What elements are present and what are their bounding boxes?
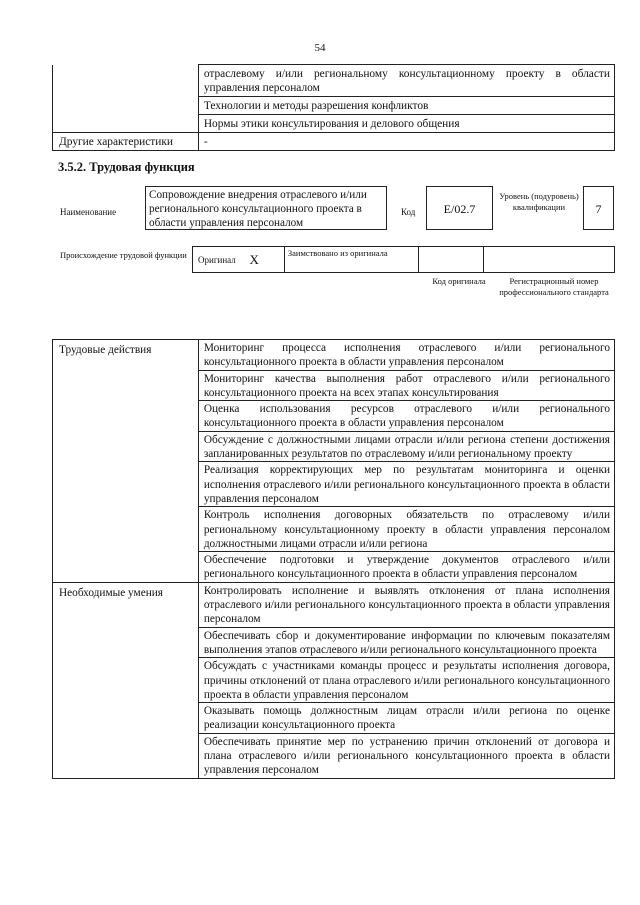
original-mark: X [249, 247, 284, 273]
table-cell-item: Обеспечивать сбор и документирование информации по ключевым показателям выполнения этапов отраслевого и/или регионального консультационного проекта [198, 627, 614, 658]
section-heading: 3.5.2. Трудовая функция [58, 160, 195, 174]
original-label: Оригинал [193, 247, 250, 273]
table-row [193, 247, 615, 273]
table-cell-item: Обеспечивать принятие мер по устранению причин отклонений от договора и плана отраслевого и/или регионального консультационного проекта в области управления персоналом [198, 733, 614, 778]
table-row [53, 65, 615, 97]
table-cell-text: Технологии и методы разрешения конфликтов [198, 97, 614, 115]
table-cell-text: Нормы этики консультирования и делового общения [198, 115, 614, 133]
table-cell-item: Оценка использования ресурсов отраслевого и/или регионального консультационного проекта в области управления персоналом [198, 401, 614, 432]
top-table [52, 64, 615, 151]
main-table [52, 339, 615, 779]
origin-code-cell [418, 247, 484, 273]
table-cell-item: Оказывать помощь должностным лицам отрасли и/или региона по оценке реализации консультационного проекта [198, 703, 614, 734]
code-label: Код [401, 207, 416, 217]
code-value-box: E/02.7 [426, 186, 493, 230]
origin-reg-cell [484, 247, 615, 273]
level-value-box: 7 [583, 186, 614, 230]
table-cell-text: отраслевому и/или региональному консультационному проекту в области управления персоналом [198, 65, 614, 97]
table-cell-text: - [198, 133, 614, 151]
table-cell-item: Мониторинг качества выполнения работ отраслевого и/или регионального консультационного проекта на всех этапах консультирования [198, 370, 614, 401]
table-cell-item: Контролировать исполнение и выявлять отклонения от плана исполнения отраслевого и/или регионального консультационного проекта в области управления персоналом [198, 582, 614, 627]
table-cell-item: Обеспечение подготовки и утверждение документов отраслевого и/или регионального консультационного проекта в области управления персоналом [198, 552, 614, 583]
table-cell-item: Обсуждать с участниками команды процесс и результаты исполнения договора, причины отклонений от плана отраслевого и/или регионального консультационного проекта в области управления персоналом [198, 658, 614, 703]
table-cell-item: Обсуждение с должностными лицами отрасли и/или региона степени достижения запланированных результатов по отраслевому и/или региональному проекту [198, 431, 614, 462]
table-row [53, 340, 615, 371]
origin-label: Происхождение трудовой функции [60, 250, 187, 260]
origin-table [192, 246, 615, 273]
table-cell-item: Реализация корректирующих мер по результатам мониторинга и оценки исполнения отраслевого и/или регионального консультационного проекта в области управления персоналом [198, 462, 614, 507]
table-cell-label [53, 65, 199, 133]
table-cell-item: Мониторинг процесса исполнения отраслевого и/или регионального консультационного проекта в области управления персоналом [198, 340, 614, 371]
table-row [53, 133, 615, 151]
borrowed-label: Заимствовано из оригинала [284, 247, 418, 273]
table-cell-label: Другие характеристики [53, 133, 199, 151]
page-number: 54 [314, 42, 326, 54]
name-label: Наименование [60, 207, 117, 217]
code-original-caption: Код оригинала [432, 276, 486, 286]
level-label: Уровень (подуровень) квалификации [499, 191, 579, 212]
section-label-required-skills: Необходимые умения [53, 582, 199, 778]
table-cell-item: Контроль исполнения договорных обязательств по отраслевому и/или региональному консультационному проекту в области управления персоналом должностными лицами отрасли и/или региона [198, 507, 614, 552]
section-label-labor-actions: Трудовые действия [53, 340, 199, 583]
reg-number-caption: Регистрационный номер профессионального стандарта [499, 276, 609, 297]
table-row [53, 582, 615, 627]
function-name-box: Сопровождение внедрения отраслевого и/или регионального консультационного проекта в области управления персоналом [145, 186, 387, 230]
